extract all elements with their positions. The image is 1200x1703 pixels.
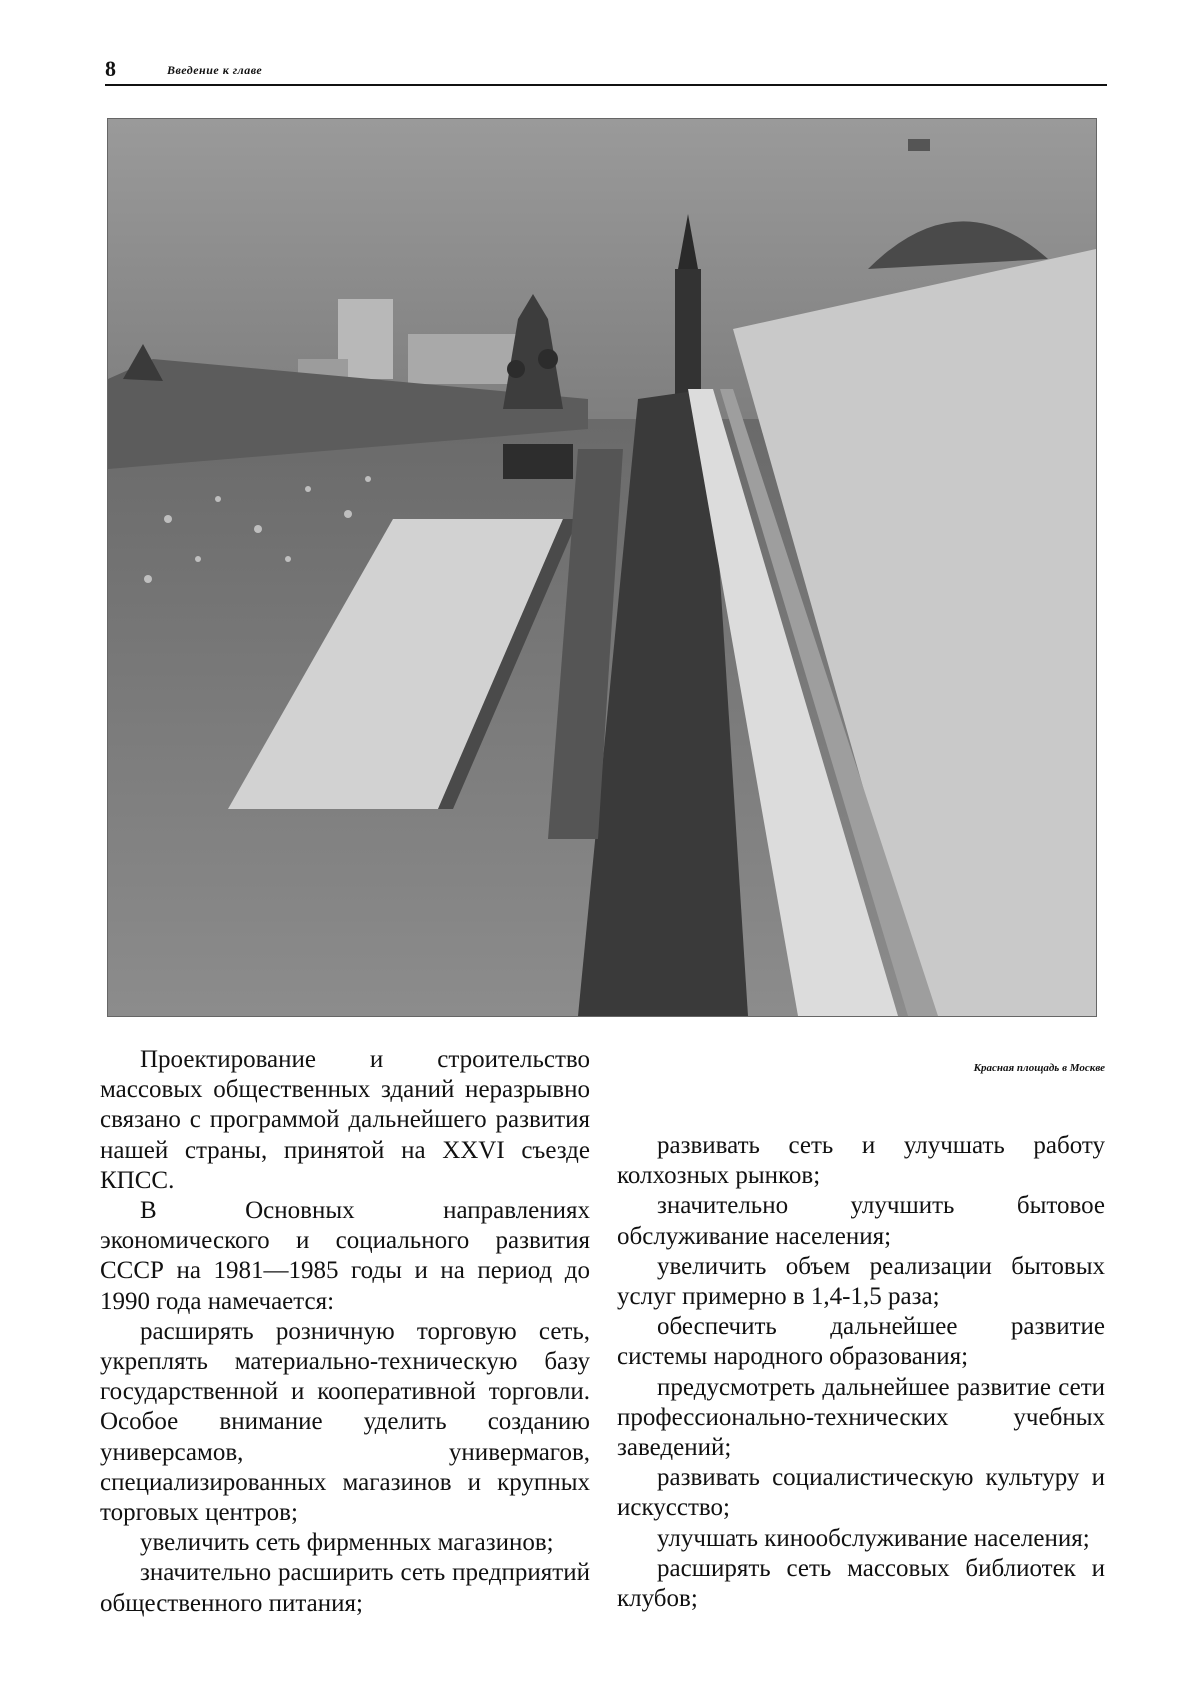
text-column-left (100, 1045, 590, 1619)
paragraph: расширять сеть массовых библиотек и клубов; (617, 1554, 1105, 1613)
text-column-right (617, 1131, 1105, 1614)
paragraph: предусмотреть дальнейшее развитие сети профессионально-технических учебных заведений; (617, 1373, 1105, 1462)
photo-caption: Красная площадь в Москве (973, 1062, 1105, 1074)
photo-far-building (408, 334, 518, 384)
page-number: 8 (105, 56, 116, 81)
running-title: Введение к главе (167, 63, 263, 77)
red-square-photo (107, 118, 1097, 1017)
paragraph: В Основных направлениях экономического и социального развития СССР на 1981—1985 годы и на период до 1990 года намечается: (100, 1197, 590, 1315)
paragraph: развивать сеть и улучшать работу колхозных рынков; (617, 1132, 1105, 1190)
photo-illustration (108, 119, 1096, 1016)
paragraph: значительно расширить сеть предприятий общественного питания; (100, 1559, 590, 1617)
photo-cathedral-dome (538, 349, 558, 369)
paragraph: улучшать кинообслуживание населения; (657, 1524, 1090, 1552)
header-rule (105, 84, 1107, 86)
paragraph: увеличить объем реализации бытовых услуг примерно в 1,4-1,5 раза; (617, 1252, 1105, 1311)
paragraph: развивать социалистическую культуру и искусство; (617, 1464, 1105, 1522)
paragraph: Проектирование и строительство массовых общественных зданий неразрывно связано с программой дальнейшего развития нашей страны, принятой на XXVI съезде КПСС. (100, 1046, 590, 1194)
paragraph: обеспечить дальнейшее развитие системы народного образования; (617, 1313, 1105, 1371)
photo-flag (908, 139, 930, 151)
paragraph: расширять розничную торговую сеть, укреплять материально-техническую базу государственной и кооперативной торговли. Особое внимание уделить созданию универсамов, универмагов, специализированных магазинов и крупных торговых центров; (100, 1317, 590, 1527)
paragraph: значительно улучшить бытовое обслуживание населения; (617, 1192, 1105, 1250)
paragraph: увеличить сеть фирменных магазинов; (140, 1529, 554, 1557)
page-header (105, 54, 1107, 84)
photo-cathedral-dome (507, 360, 525, 378)
photo-mausoleum (503, 444, 573, 479)
